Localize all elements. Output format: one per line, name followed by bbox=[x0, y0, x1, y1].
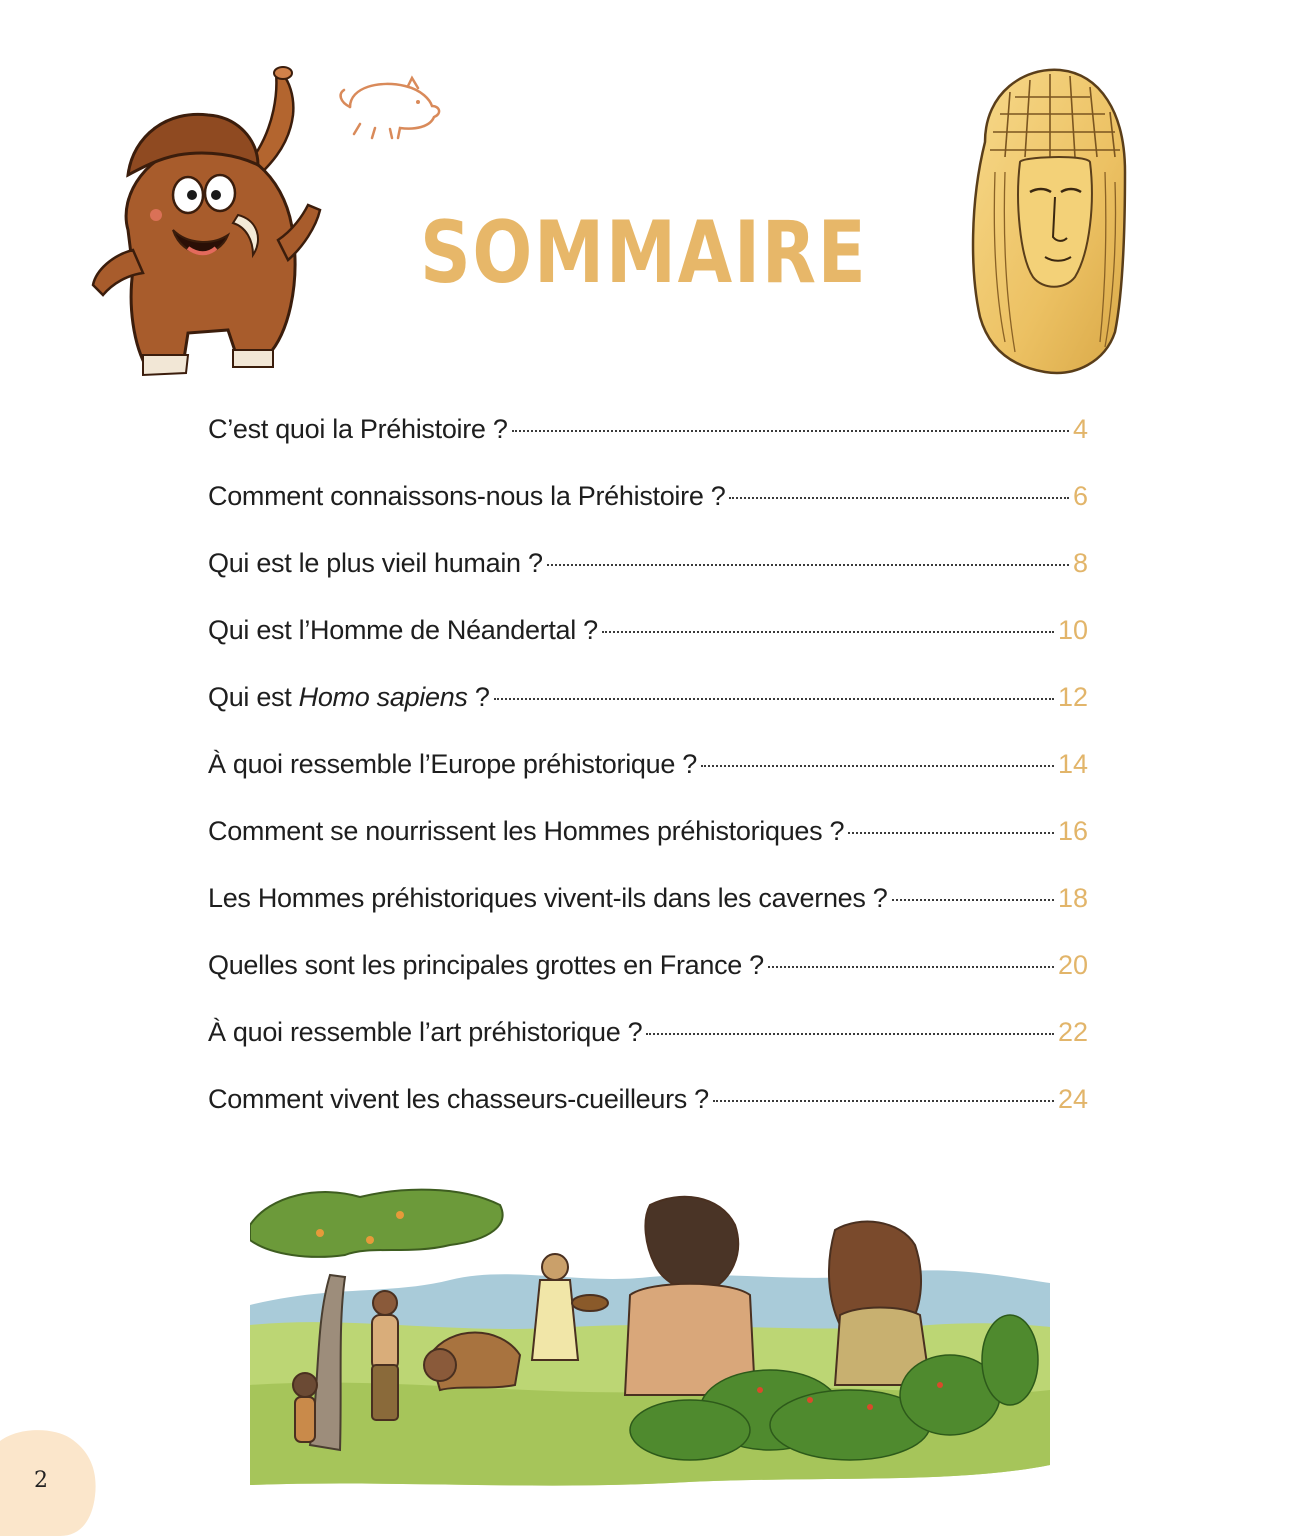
toc-entry[interactable] bbox=[208, 682, 1088, 749]
toc-entry-title-suffix: ? bbox=[467, 682, 490, 712]
toc-entry-page: 22 bbox=[1057, 1017, 1088, 1047]
page-number: 2 bbox=[34, 1468, 48, 1493]
toc-entry-page: 18 bbox=[1057, 883, 1088, 913]
toc-entry-page: 6 bbox=[1072, 481, 1088, 511]
toc-entry-page: 12 bbox=[1057, 682, 1088, 712]
toc-entry-title: Qui est le plus vieil humain ? bbox=[208, 548, 543, 578]
toc-leader-dots bbox=[848, 832, 1054, 834]
table-of-contents bbox=[208, 414, 1088, 1151]
hunter-gatherers-scene-illustration bbox=[250, 1185, 1050, 1490]
toc-entry-title: À quoi ressemble l’art préhistorique ? bbox=[208, 1017, 643, 1047]
toc-entry-title: Comment connaissons-nous la Préhistoire ? bbox=[208, 481, 726, 511]
toc-leader-dots bbox=[713, 1100, 1054, 1102]
toc-entry-title bbox=[208, 682, 490, 713]
toc-entry-title-italic: Homo sapiens bbox=[298, 682, 468, 712]
toc-entry[interactable] bbox=[208, 749, 1088, 816]
toc-leader-dots bbox=[768, 966, 1054, 968]
toc-entry[interactable] bbox=[208, 1084, 1088, 1151]
toc-leader-dots bbox=[494, 698, 1054, 700]
toc-entry-title: C’est quoi la Préhistoire ? bbox=[208, 414, 508, 444]
toc-entry-page: 16 bbox=[1057, 816, 1088, 846]
toc-entry-title: Qui est l’Homme de Néandertal ? bbox=[208, 615, 598, 645]
toc-entry-page: 14 bbox=[1057, 749, 1088, 779]
toc-entry[interactable] bbox=[208, 414, 1088, 481]
toc-entry-title: Comment vivent les chasseurs-cueilleurs ? bbox=[208, 1084, 709, 1114]
toc-entry-page: 4 bbox=[1072, 414, 1088, 444]
page-number-badge bbox=[0, 1426, 98, 1536]
toc-leader-dots bbox=[646, 1033, 1054, 1035]
toc-entry-page: 10 bbox=[1057, 615, 1088, 645]
toc-entry-title: Comment se nourrissent les Hommes préhistoriques ? bbox=[208, 816, 845, 846]
toc-leader-dots bbox=[892, 899, 1054, 901]
toc-entry-title: À quoi ressemble l’Europe préhistorique ? bbox=[208, 749, 697, 779]
toc-leader-dots bbox=[602, 631, 1054, 633]
toc-entry[interactable] bbox=[208, 548, 1088, 615]
toc-entry-title: Quelles sont les principales grottes en France ? bbox=[208, 950, 764, 980]
toc-entry-page: 24 bbox=[1057, 1084, 1088, 1114]
toc-entry[interactable] bbox=[208, 481, 1088, 548]
toc-leader-dots bbox=[729, 497, 1069, 499]
toc-leader-dots bbox=[547, 564, 1069, 566]
toc-entry-title: Les Hommes préhistoriques vivent-ils dans les cavernes ? bbox=[208, 883, 888, 913]
page-title: SOMMAIRE bbox=[420, 203, 868, 303]
toc-entry[interactable] bbox=[208, 1017, 1088, 1084]
toc-entry-page: 8 bbox=[1072, 548, 1088, 578]
toc-leader-dots bbox=[512, 430, 1069, 432]
venus-brassempouy-illustration bbox=[965, 62, 1130, 382]
toc-entry[interactable] bbox=[208, 615, 1088, 682]
toc-entry-title-prefix: Qui est bbox=[208, 682, 299, 712]
pig-sketch-illustration bbox=[330, 72, 445, 142]
toc-entry[interactable] bbox=[208, 950, 1088, 1017]
toc-entry[interactable] bbox=[208, 883, 1088, 950]
toc-entry-page: 20 bbox=[1057, 950, 1088, 980]
toc-leader-dots bbox=[701, 765, 1054, 767]
toc-entry[interactable] bbox=[208, 816, 1088, 883]
mammoth-illustration bbox=[88, 55, 328, 385]
